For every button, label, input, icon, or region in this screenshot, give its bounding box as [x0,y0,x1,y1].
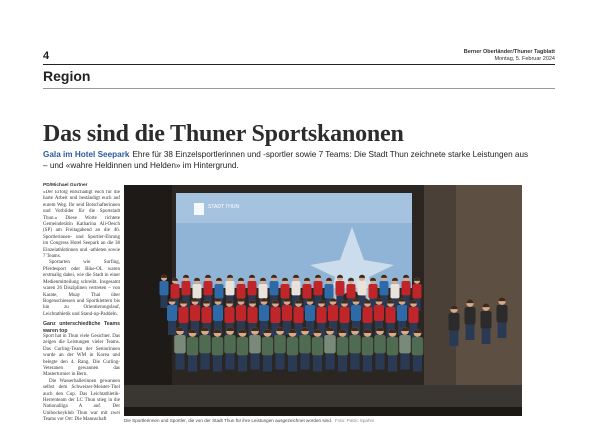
front-row-seats [124,407,522,416]
body-paragraph: «Der Erfolg entschädigt euch für die harte Arbeit und beständigt euch auf eurem Weg. Ihr seid Botschafterinnen und Vorbilder für die Sportstadt Thun.» Diese Worte richtete Gemeinderätin Katharina Ali-Oesch (SP) am Freitagabend an die 46. Sportlerinnen- und Sportler-Ehrung im Congress Hotel Seepark an die 38 Einzelathletinnen und -athleten sowie 7 Teams. [43,190,120,260]
photo-caption [124,418,522,423]
article-headline: Das sind die Thuner Sportskanonen [43,121,404,147]
body-paragraph: Sport hat in Thun viele Gesichter. Das zeigen die Leistungen vieler Teams. Das Curling-Team der Seniorinnen wurde an der WM in Korea und belegte den 4. Rang. Die Curling-Veteranen gewannen das Masterturnier in Bern. [43,333,120,378]
page-number: 4 [43,50,50,62]
lead-kicker: Gala im Hotel Seepark [43,150,130,159]
author-credit: PD/Michael Gurtner [43,183,88,188]
article-lead [43,150,533,171]
section-rule [43,88,555,89]
city-logo-icon [194,203,204,215]
right-panel [456,185,522,416]
caption-text: Die Sportlerinnen und Sportler, die von der Stadt Thun für ihre Leistungen ausgezeichnet worden sind. [124,418,333,423]
group-photo-illustration [124,185,522,416]
screen-logo-text: STADT THUN [208,204,240,210]
body-paragraph: Sportarten wie Surfing, Pferdesport oder Bike-OL waren erstmalig dabei, wie die Stadt in einer Medienmitteilung schreibt. Insgesamt waren 26 Disziplinen vertreten – von Karate, Muay Thai über Bogenschiessen und Sportklettern bis hin zu Orientierungslauf, Leichtathletik und Stand-up-Paddeln. [43,260,120,317]
article-body [43,190,120,440]
lead-text: Ehre für 38 Einzelsportlerinnen und -sportler sowie 7 Teams: Die Stadt Thun zeichnete starke Leistungen aus – und «wahre Heldinnen und Helden» im Hintergrund. [43,150,529,170]
section-title: Region [43,68,91,84]
caption-source: Foto: Patric Spahni [335,418,375,423]
publication-header [464,49,555,63]
body-subhead: Ganz unterschiedliche Teams waren top [43,321,120,334]
publication-date: Montag, 5. Februar 2024 [494,56,555,62]
publication-name: Berner Oberländer/Thuner Tagblatt [463,49,555,55]
article-photo [124,185,522,416]
top-rule [43,64,555,65]
body-paragraph: Die Wasserballerinnen gewannen selbst dem Schweizer-Meister-Titel auch den Cup. Das Leichtathletik-Herrenteam der LC Thun stieg in die Nationalliga A auf. Der Unihockeyklub Thun war mit zwei Teams vor Ort: Die Mannschaft [43,378,120,423]
